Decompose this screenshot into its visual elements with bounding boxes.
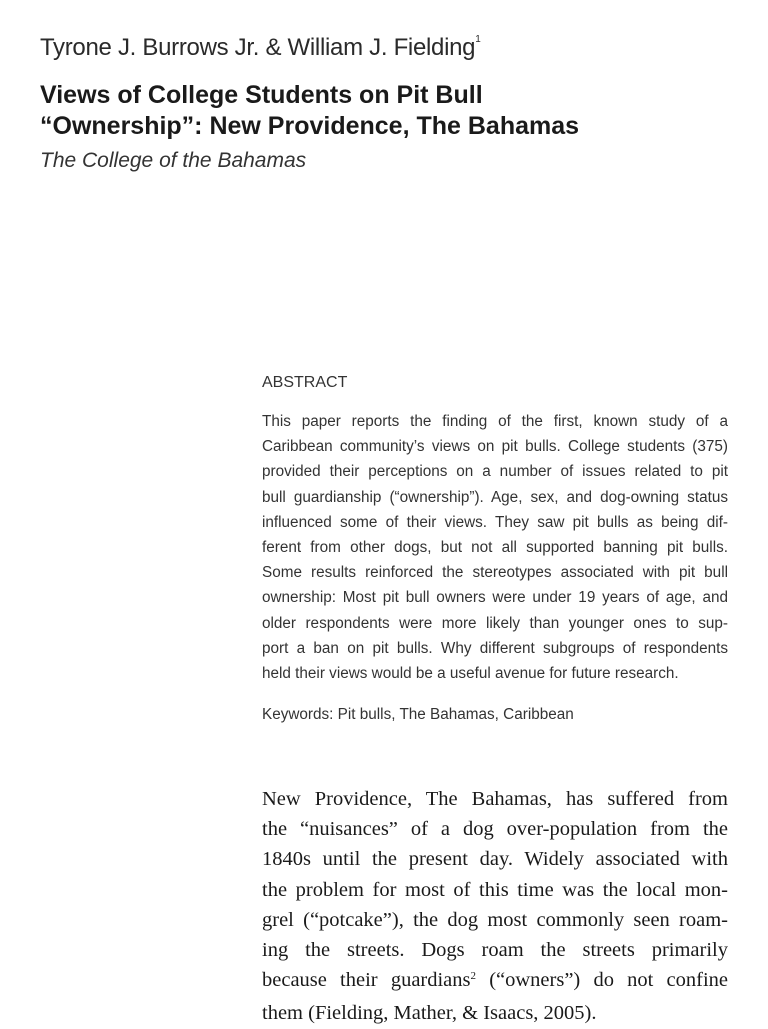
abstract-line: older respondents were more likely than younger ones to sup- — [262, 614, 728, 632]
body-line-7-start: because their guardians — [262, 969, 471, 992]
abstract-line: influenced some of their views. They saw pit bulls as being dif- — [262, 513, 728, 531]
paper-title — [40, 80, 720, 142]
author-line — [40, 34, 480, 62]
body-line: the problem for most of this time was the local mon- — [262, 878, 728, 901]
abstract-line: ownership: Most pit bull owners were under 19 years of age, and — [262, 589, 728, 607]
abstract-heading: ABSTRACT — [262, 374, 348, 391]
body-line: New Providence, The Bahamas, has suffered from — [262, 788, 728, 810]
abstract-line: held their views would be a useful avenue for future research. — [262, 665, 679, 683]
affiliation: The College of the Bahamas — [40, 149, 307, 172]
abstract-line: provided their perceptions on a number of issues related to pit — [262, 463, 728, 481]
paper-title-line-1: Views of College Students on Pit Bull — [40, 81, 483, 109]
abstract-body — [262, 409, 728, 686]
abstract-line: This paper reports the finding of the first, known study of a — [262, 413, 728, 430]
authors-footnote-marker[interactable]: 1 — [475, 34, 481, 45]
abstract-line: Caribbean community’s views on pit bulls. College students (375) — [262, 438, 728, 456]
paper-title-line-2: “Ownership”: New Providence, The Bahamas — [40, 112, 580, 140]
body-line: ing the streets. Dogs roam the streets primarily — [262, 939, 728, 962]
body-line: 1840s until the present day. Widely associated with — [262, 848, 728, 871]
body-line-7-end: (“owners”) do not confine — [476, 969, 728, 992]
body-line: them (Fielding, Mather, & Isaacs, 2005). — [262, 1002, 597, 1025]
footnote-marker[interactable]: 2 — [470, 970, 477, 983]
body-line — [262, 965, 728, 998]
keywords: Keywords: Pit bulls, The Bahamas, Caribbean — [262, 706, 574, 723]
abstract-line: bull guardianship (“ownership”). Age, sex, and dog-owning status — [262, 488, 728, 506]
body-line: the “nuisances” of a dog over-population from the — [262, 818, 728, 841]
abstract-line: ferent from other dogs, but not all supported banning pit bulls. — [262, 539, 728, 557]
body-line: grel (“potcake”), the dog most commonly seen roam- — [262, 908, 728, 931]
authors-text: Tyrone J. Burrows Jr. & William J. Fielding — [40, 34, 476, 61]
abstract-line: port a ban on pit bulls. Why different subgroups of respondents — [262, 639, 728, 657]
abstract-line: Some results reinforced the stereotypes associated with pit bull — [262, 564, 728, 582]
body-paragraph — [262, 784, 728, 1029]
